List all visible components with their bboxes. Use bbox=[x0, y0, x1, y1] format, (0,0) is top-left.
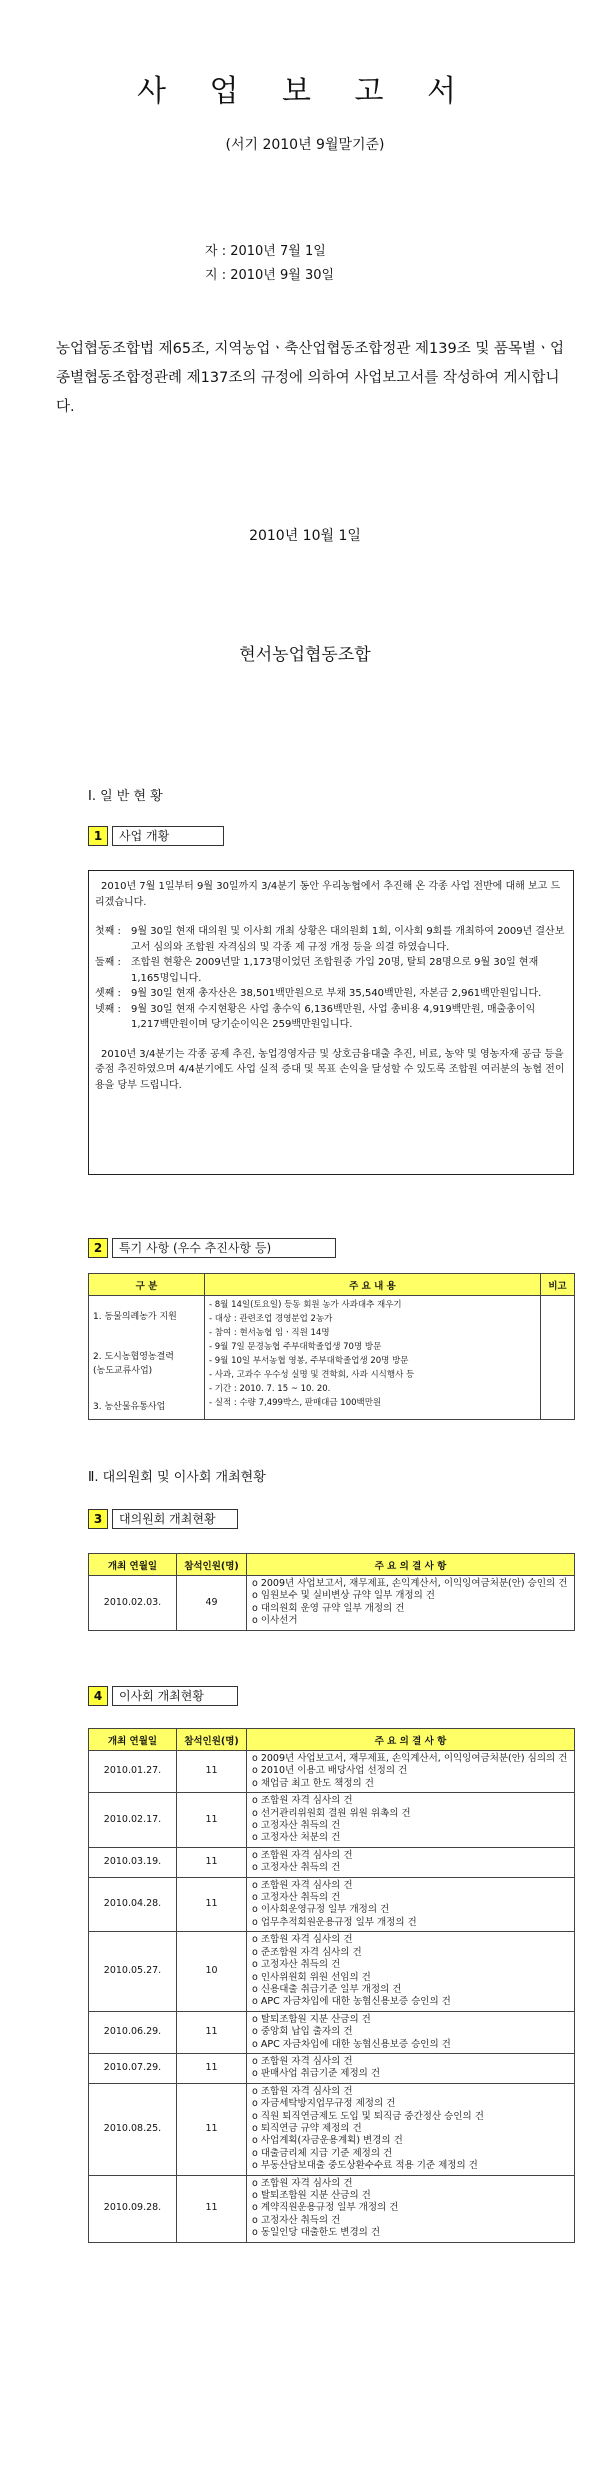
resolution-item: o 업무추적회원운용규정 일부 개정의 건 bbox=[252, 1916, 417, 1928]
resolution-item: o 조합원 자격 심사의 건 bbox=[252, 2177, 353, 2189]
attendance-count: 49 bbox=[177, 1576, 247, 1631]
resolution-list bbox=[247, 2083, 575, 2175]
resolution-item: o 동일인당 대출한도 변경의 건 bbox=[252, 2227, 381, 2239]
period-to: 지 : 2010년 9월 30일 bbox=[205, 268, 335, 283]
resolution-item: o 부동산담보대출 중도상환수수료 적용 기준 제정의 건 bbox=[252, 2160, 478, 2172]
meeting-row bbox=[89, 2011, 575, 2053]
tag-number: 4 bbox=[88, 1686, 108, 1706]
resolution-item: o 중앙회 납입 출자의 건 bbox=[252, 2026, 353, 2038]
meeting-row bbox=[89, 1932, 575, 2011]
meeting-row bbox=[89, 1751, 575, 1793]
special-table bbox=[88, 1273, 575, 1420]
resolution-item: o 이사회운영규정 일부 개정의 건 bbox=[252, 1904, 390, 1916]
resolution-list bbox=[247, 2011, 575, 2053]
resolution-item: o 고정자산 취득의 건 bbox=[252, 1892, 341, 1904]
meeting-date: 2010.02.17. bbox=[89, 1793, 177, 1848]
section2-heading: Ⅱ. 대의원회 및 이사회 개최현황 bbox=[88, 1470, 266, 1485]
attendance-count: 11 bbox=[177, 2053, 247, 2083]
detail-line: - 대상 : 관련조업 경영분업 2농가 bbox=[209, 1314, 333, 1324]
resolution-item: o 2009년 사업보고서, 재무제표, 손익계산서, 이익잉여금처분(안) 승인의 건 bbox=[252, 1578, 568, 1589]
resolution-list bbox=[247, 1877, 575, 1932]
col-resolutions: 주 요 의 결 사 항 bbox=[247, 1729, 575, 1751]
resolution-item: o 준조합원 자격 심사의 건 bbox=[252, 1946, 362, 1958]
tag-business-overview bbox=[88, 826, 224, 846]
resolution-item: o 대출금리체 지급 기준 제정의 건 bbox=[252, 2147, 393, 2159]
resolution-item: o 조합원 자격 심사의 건 bbox=[252, 1795, 353, 1807]
col-resolutions: 주 요 의 결 사 항 bbox=[247, 1554, 575, 1576]
overview-item: 넷째 : 9월 30일 현재 수지현황은 사업 총수익 6,136백만원, 사업 총비용 4,919백만원, 매출총이익 1,217백만원이며 당기순이익은 259백만원입니다. bbox=[95, 1003, 536, 1030]
resolution-item: o 채업금 최고 한도 책정의 건 bbox=[252, 1777, 374, 1789]
organization-name: 현서농업협동조합 bbox=[239, 645, 371, 665]
resolution-list bbox=[247, 2053, 575, 2083]
meeting-date: 2010.04.28. bbox=[89, 1877, 177, 1932]
meeting-row bbox=[89, 1877, 575, 1932]
resolution-item: o 2010년 이용고 배당사업 선정의 건 bbox=[252, 1765, 408, 1777]
meeting-row bbox=[89, 2083, 575, 2175]
tag-number: 1 bbox=[88, 826, 108, 846]
delegates-table bbox=[88, 1553, 575, 1631]
resolution-list bbox=[247, 1793, 575, 1848]
detail-line: - 8월 14일(토요일) 등동 회원 농가 사과대추 재우기 bbox=[209, 1300, 402, 1310]
meeting-row bbox=[89, 1847, 575, 1877]
category-1: 1. 동물의례농가 지원 bbox=[93, 1312, 177, 1322]
board-table bbox=[88, 1728, 575, 2243]
attendance-count: 11 bbox=[177, 2011, 247, 2053]
col-date: 개최 연월일 bbox=[89, 1729, 177, 1751]
resolution-item: o 자금세탁방지업무규정 제정의 건 bbox=[252, 2098, 396, 2110]
meeting-date: 2010.02.03. bbox=[89, 1576, 177, 1631]
resolution-item: o 조합원 자격 심사의 건 bbox=[252, 2055, 353, 2067]
tag-label: 이사회 개최현황 bbox=[112, 1686, 238, 1706]
meeting-row bbox=[89, 2053, 575, 2083]
report-date: 2010년 10월 1일 bbox=[249, 528, 361, 544]
resolution-list bbox=[247, 1932, 575, 2011]
meeting-date: 2010.09.28. bbox=[89, 2175, 177, 2242]
resolution-item: o 선거관리위원회 결원 위원 위촉의 건 bbox=[252, 1807, 411, 1819]
overview-closing: 2010년 3/4분기는 각종 공제 추진, 농업경영자금 및 상호금융대출 추진, 비료, 농약 및 영농자재 공급 등을 중점 추진하였으며 4/4분기에도 사업 실적 증대 및 목표 손익을 달성할 수 있도록 조합원 여러분의 농협 전이용을 당부 드립니다. bbox=[95, 1048, 565, 1091]
resolution-item: o 퇴직연금 규약 제정의 건 bbox=[252, 2122, 362, 2134]
resolution-item: o APC 자금차입에 대한 농협신용보증 승인의 건 bbox=[252, 2038, 451, 2050]
meeting-row bbox=[89, 2175, 575, 2242]
detail-line: - 9월 10일 부서농협 영봉, 주부대학졸업생 20명 방문 bbox=[209, 1356, 409, 1366]
overview-item: 첫째 : 9월 30일 현재 대의원 및 이사회 개최 상황은 대의원회 1회, 이사회 9회를 개최하여 2009년 결산보고서 심의와 조합원 자격심의 및 각종 제 규정 개정 등을 의결 하였습니다. bbox=[95, 926, 565, 953]
tag-label: 특기 사항 (우수 추진사항 등) bbox=[112, 1238, 336, 1258]
meeting-date: 2010.07.29. bbox=[89, 2053, 177, 2083]
attendance-count: 11 bbox=[177, 2175, 247, 2242]
attendance-count: 11 bbox=[177, 1847, 247, 1877]
meeting-row bbox=[89, 1793, 575, 1848]
resolution-item: o 이사선거 bbox=[252, 1615, 298, 1627]
detail-line: - 참여 : 현서농협 임ㆍ직원 14명 bbox=[209, 1328, 330, 1338]
resolution-item: o 계약직원운용규정 일부 개정의 건 bbox=[252, 2202, 399, 2214]
intro-paragraph: 농업협동조합법 제65조, 지역농업ㆍ축산업협동조합정관 제139조 및 품목별ㆍ업종별협동조합정관례 제137조의 규정에 의하여 사업보고서를 작성하여 게시합니다. bbox=[56, 341, 564, 415]
tag-label: 사업 개황 bbox=[112, 826, 224, 846]
category-3: 3. 농산물유통사업 bbox=[93, 1402, 166, 1412]
resolution-item: o 임원보수 및 실비변상 규약 일부 개정의 건 bbox=[252, 1590, 435, 1602]
overview-item: 둘째 : 조합원 현황은 2009년말 1,173명이었던 조합원중 가입 20명, 탈퇴 28명으로 9월 30일 현재 1,165명입니다. bbox=[95, 957, 539, 984]
report-subtitle: (서기 2010년 9월말기준) bbox=[225, 137, 385, 153]
resolution-item: o 고정자산 처분의 건 bbox=[252, 1832, 341, 1844]
resolution-list bbox=[247, 1751, 575, 1793]
report-title: 사 업 보 고 서 bbox=[136, 74, 474, 109]
overview-box bbox=[88, 870, 574, 1175]
resolution-list bbox=[247, 1576, 575, 1631]
col-date: 개최 연월일 bbox=[89, 1554, 177, 1576]
resolution-list bbox=[247, 1847, 575, 1877]
col-attendance: 참석인원(명) bbox=[177, 1554, 247, 1576]
resolution-item: o 조합원 자격 심사의 건 bbox=[252, 1879, 353, 1891]
tag-special-matters bbox=[88, 1238, 336, 1258]
resolution-item: o 고정자산 취득의 건 bbox=[252, 1959, 341, 1971]
col-content: 주 요 내 용 bbox=[205, 1274, 541, 1296]
col-attendance: 참석인원(명) bbox=[177, 1729, 247, 1751]
attendance-count: 10 bbox=[177, 1932, 247, 2011]
detail-line: - 기간 : 2010. 7. 15 ~ 10. 20. bbox=[209, 1384, 331, 1394]
resolution-item: o 조합원 자격 심사의 건 bbox=[252, 1934, 353, 1946]
meeting-date: 2010.08.25. bbox=[89, 2083, 177, 2175]
meeting-row bbox=[89, 1576, 575, 1631]
resolution-list bbox=[247, 2175, 575, 2242]
resolution-item: o 신용대출 취급기준 일부 개정의 건 bbox=[252, 1983, 402, 1995]
tag-number: 3 bbox=[88, 1509, 108, 1529]
tag-board bbox=[88, 1686, 238, 1706]
period-from: 자 : 2010년 7월 1일 bbox=[205, 244, 326, 259]
attendance-count: 11 bbox=[177, 2083, 247, 2175]
category-2: 2. 도시농협영농결력 (농도교류사업) bbox=[93, 1352, 175, 1376]
resolution-item: o 사업계획(자금운용계획) 변경의 건 bbox=[252, 2135, 403, 2147]
col-category: 구 분 bbox=[89, 1274, 205, 1296]
resolution-item: o 2009년 사업보고서, 재무제표, 손익계산서, 이익잉여금처분(안) 심의의 건 bbox=[252, 1753, 568, 1764]
tag-label: 대의원회 개최현황 bbox=[112, 1509, 238, 1529]
resolution-item: o 탈퇴조합원 지분 산금의 건 bbox=[252, 2190, 371, 2201]
meeting-date: 2010.06.29. bbox=[89, 2011, 177, 2053]
meeting-date: 2010.03.19. bbox=[89, 1847, 177, 1877]
special-table-row bbox=[89, 1296, 575, 1420]
resolution-item: o 판매사업 취급기준 제정의 건 bbox=[252, 2068, 381, 2080]
meeting-date: 2010.01.27. bbox=[89, 1751, 177, 1793]
resolution-item: o 탈퇴조합원 지분 산금의 건 bbox=[252, 2013, 371, 2025]
resolution-item: o 조합원 자격 심사의 건 bbox=[252, 2085, 353, 2097]
overview-item: 셋째 : 9월 30일 현재 총자산은 38,501백만원으로 부채 35,540백만원, 자본금 2,961백만원입니다. bbox=[95, 988, 542, 999]
tag-delegates bbox=[88, 1509, 238, 1529]
detail-line: - 9월 7일 문경농협 주부대학졸업생 70명 방문 bbox=[209, 1342, 382, 1352]
resolution-item: o 인사위원회 위원 선임의 건 bbox=[252, 1971, 371, 1983]
attendance-count: 11 bbox=[177, 1751, 247, 1793]
col-note: 비고 bbox=[541, 1274, 575, 1296]
section1-heading: Ⅰ. 일 반 현 황 bbox=[88, 789, 163, 804]
resolution-item: o 고정자산 취득의 건 bbox=[252, 1862, 341, 1874]
board-table-header bbox=[89, 1729, 575, 1751]
delegates-table-header bbox=[89, 1554, 575, 1576]
detail-line: - 사과, 고과수 우수성 실명 및 견학회, 사과 시식행사 등 bbox=[209, 1370, 415, 1380]
resolution-item: o 고정자산 취득의 건 bbox=[252, 2214, 341, 2226]
meeting-date: 2010.05.27. bbox=[89, 1932, 177, 2011]
tag-number: 2 bbox=[88, 1238, 108, 1258]
resolution-item: o 조합원 자격 심사의 건 bbox=[252, 1849, 353, 1861]
attendance-count: 11 bbox=[177, 1793, 247, 1848]
resolution-item: o APC 자금차입에 대한 농협신용보증 승인의 건 bbox=[252, 1996, 451, 2008]
resolution-item: o 직원 퇴직연금제도 도입 및 퇴직금 중간정산 승인의 건 bbox=[252, 2110, 484, 2122]
special-table-header bbox=[89, 1274, 575, 1296]
resolution-item: o 대의원회 운영 규약 일부 개정의 건 bbox=[252, 1602, 405, 1614]
resolution-item: o 고정자산 취득의 건 bbox=[252, 1820, 341, 1832]
overview-lead: 2010년 7월 1일부터 9월 30일까지 3/4분기 동안 우리농협에서 추진해 온 각종 사업 전반에 대해 보고 드리겠습니다. bbox=[95, 881, 561, 908]
attendance-count: 11 bbox=[177, 1877, 247, 1932]
detail-line: - 실적 : 수량 7,499박스, 판매대금 100백만원 bbox=[209, 1398, 382, 1408]
